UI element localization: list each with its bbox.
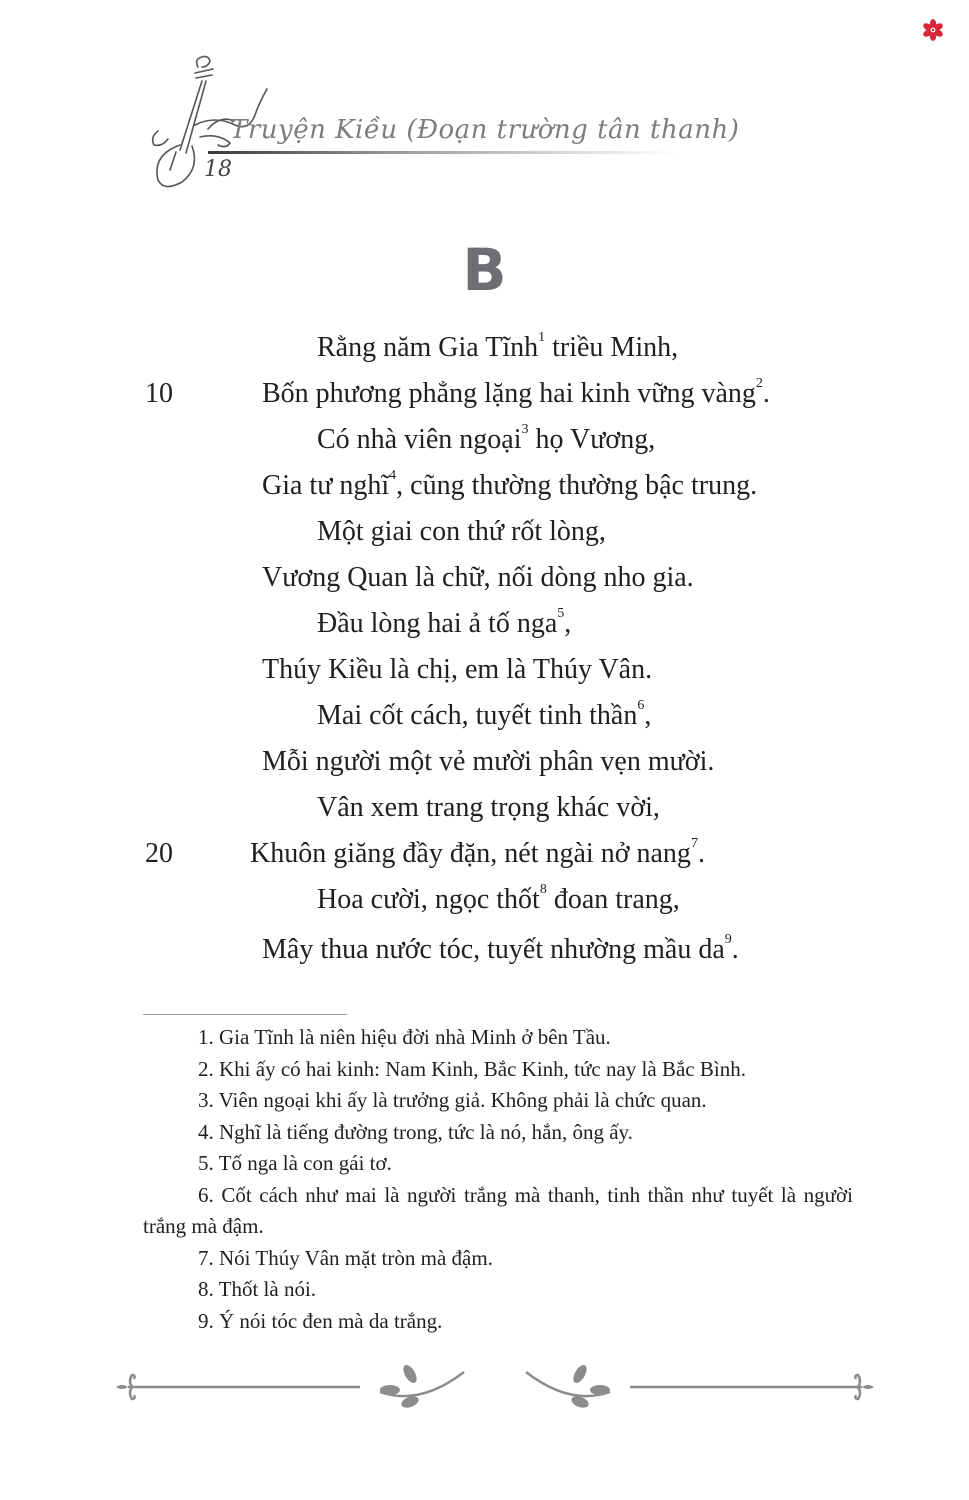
verse-text-tail: , [564, 608, 572, 639]
footnote-ref[interactable]: 1 [538, 330, 546, 345]
verse-text: Bốn phương phẳng lặng hai kinh vững vàng [262, 378, 756, 409]
verse-text-tail: , cũng thường thường bậc trung. [396, 470, 758, 501]
red-flower-icon [921, 18, 945, 42]
verse-text: Gia tư nghĩ [262, 470, 390, 501]
verse-text: Một giai con thứ rốt lòng, [317, 516, 606, 547]
verse-line [0, 463, 969, 509]
verse-text: Hoa cười, ngọc thốt [317, 884, 540, 915]
verse-line [0, 785, 969, 831]
footnote-ref[interactable]: 8 [539, 882, 547, 897]
footnote-ref[interactable]: 5 [557, 606, 565, 621]
verse-text-tail: . [697, 838, 705, 869]
line-number: 20 [145, 838, 173, 869]
verse-text-tail: họ Vương, [528, 424, 656, 455]
verse-line [0, 601, 969, 647]
footnote: 2. Khi ấy có hai kinh: Nam Kinh, Bắc Kinh, tức nay là Bắc Bình. [198, 1056, 746, 1081]
verse-text: Mỗi người một vẻ mười phân vẹn mười. [262, 746, 715, 777]
verse-line [0, 325, 969, 371]
verse-text-tail: triều Minh, [545, 332, 679, 363]
footnote: 1. Gia Tĩnh là niên hiệu đời nhà Minh ở bên Tầu. [198, 1025, 611, 1049]
section-letter: B [462, 236, 507, 304]
verse-text: Vương Quan là chữ, nối dòng nho gia. [262, 562, 694, 593]
verse-text-tail: . [762, 378, 770, 409]
verse-text: Đầu lòng hai ả tố nga [317, 608, 558, 639]
verse-line [0, 693, 969, 739]
verse-text: Có nhà viên ngoại [317, 424, 522, 455]
footnote-ref[interactable]: 2 [755, 376, 763, 391]
verse-line [0, 647, 969, 693]
footnote: 9. Ý nói tóc đen mà da trắng. [198, 1308, 443, 1333]
floral-divider-icon [110, 1362, 880, 1412]
footnote-ref[interactable]: 4 [389, 468, 397, 483]
footnote: 8. Thốt là nói. [198, 1277, 317, 1301]
verse-text: Thúy Kiều là chị, em là Thúy Vân. [262, 654, 653, 685]
verse-text: Rằng năm Gia Tĩnh [317, 332, 539, 363]
footnote: 3. Viên ngoại khi ấy là trưởng giả. Không phải là chức quan. [198, 1088, 707, 1112]
verse-text-tail: đoan trang, [546, 884, 680, 915]
verse-line [0, 877, 969, 923]
footnote: 6. Cốt cách như mai là người trắng mà thanh, tinh thần như tuyết là người trắng mà đậm. [143, 1182, 853, 1238]
verse-line [0, 739, 969, 785]
verse-text-tail: , [644, 700, 652, 731]
footnote: 7. Nói Thúy Vân mặt tròn mà đậm. [198, 1245, 493, 1270]
running-header [140, 45, 740, 195]
verse-line [0, 509, 969, 555]
page-number: 18 [204, 157, 232, 182]
footnote-ref[interactable]: 9 [724, 932, 732, 947]
verse-line [0, 417, 969, 463]
footnotes [143, 1022, 853, 1337]
verse-line [0, 831, 969, 877]
footnote-ref[interactable]: 3 [521, 422, 529, 437]
verse-text: Vân xem trang trọng khác vời, [317, 792, 660, 823]
footnote: 5. Tố nga là con gái tơ. [198, 1151, 392, 1175]
verse-block [0, 325, 969, 973]
header-rule [208, 151, 678, 154]
footnote: 4. Nghĩ là tiếng đường trong, tức là nó, hắn, ông ấy. [198, 1119, 633, 1144]
verse-line [0, 555, 969, 601]
running-title: Truyện Kiều (Đoạn trường tân thanh) [230, 115, 740, 145]
footnote-ref[interactable]: 7 [690, 836, 698, 851]
verse-text: Mây thua nước tóc, tuyết nhường mầu da [262, 934, 725, 965]
verse-text-tail: . [731, 934, 739, 965]
footnote-ref[interactable]: 6 [637, 698, 645, 713]
line-number: 10 [145, 378, 173, 409]
verse-line [0, 927, 969, 973]
verse-text: Khuôn giăng đầy đặn, nét ngài nở nang [250, 838, 691, 869]
verse-text: Mai cốt cách, tuyết tinh thần [317, 700, 638, 731]
verse-line [0, 371, 969, 417]
footnote-separator [143, 1014, 347, 1015]
